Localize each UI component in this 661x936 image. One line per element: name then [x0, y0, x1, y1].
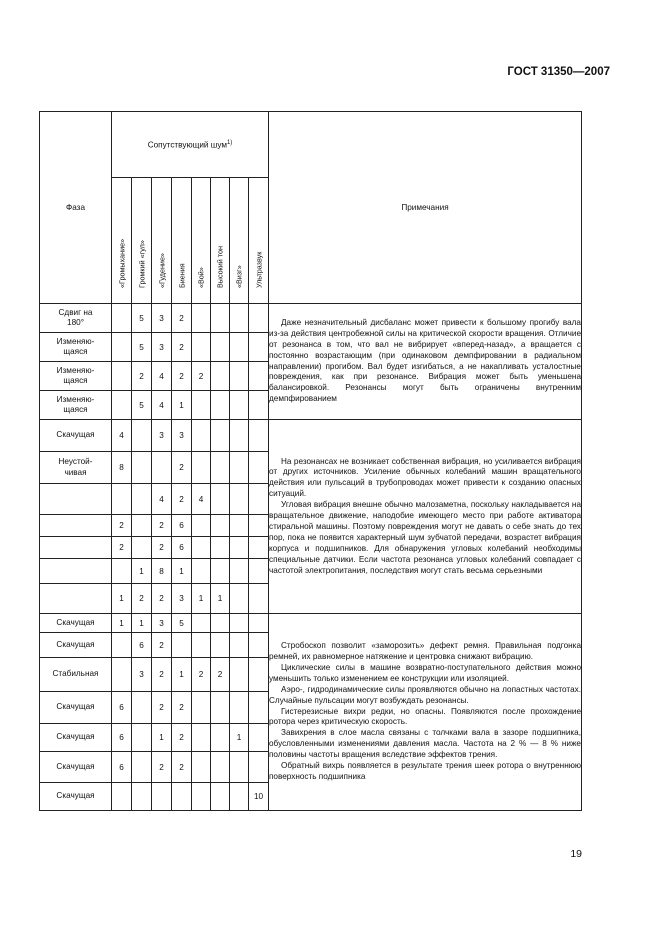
noise-value-cell: 1 [112, 614, 132, 633]
noise-value-cell [192, 783, 211, 811]
table-row [40, 304, 582, 333]
noise-value-cell [249, 333, 269, 362]
phase-cell [40, 304, 112, 333]
noise-value-cell [192, 692, 211, 724]
phase-text: Изменяю- [56, 365, 95, 375]
noise-value-cell [230, 362, 249, 391]
noise-value-cell [249, 362, 269, 391]
noise-value-cell [230, 614, 249, 633]
phase-text: щаяся [63, 376, 88, 385]
noise-value-cell: 3 [172, 584, 192, 614]
noise-value-cell: 2 [152, 752, 172, 783]
noise-value-cell [211, 724, 230, 752]
phase-cell [40, 783, 112, 811]
noise-value-cell [211, 614, 230, 633]
notes-paragraph: Стробоскоп позволит «заморозить» дефект ремня. Правильная подгонка ремней, их равномерное натяжение и центровка снижают вибрацию. [269, 641, 581, 662]
noise-value-cell [230, 658, 249, 692]
notes-paragraph: Гистерезисные вихри редки, но опасны. Появляются после прохождение ротора через критическую скорость. [269, 706, 581, 727]
noise-value-cell [249, 452, 269, 484]
noise-value-cell [211, 333, 230, 362]
noise-value-cell: 3 [152, 304, 172, 333]
noise-column-header [112, 178, 132, 304]
noise-value-cell: 8 [112, 452, 132, 484]
noise-value-cell: 1 [152, 724, 172, 752]
noise-value-cell [211, 783, 230, 811]
notes-paragraph: Циклические силы в машине возвратно-поступательного действия можно уменьшить только изменением ее конструкции или изоляцией. [269, 662, 581, 683]
noise-value-cell: 4 [152, 391, 172, 420]
noise-column-label: Ультразвук [254, 251, 263, 288]
notes-paragraph: Завихрения в слое масла связаны с толчками вала в зазоре подшипника, обусловленными изменениями давления масла. Частота на 2 % — 8 % ниже половины частоты вращения вследствие эффектов трения. [269, 728, 581, 760]
noise-value-cell [230, 515, 249, 537]
noise-value-cell: 5 [172, 614, 192, 633]
notes-header-cell [269, 112, 582, 304]
noise-value-cell [230, 304, 249, 333]
noise-value-cell: 3 [172, 420, 192, 452]
noise-value-cell [112, 484, 132, 515]
noise-value-cell: 10 [249, 783, 269, 811]
notes-cell [269, 420, 582, 614]
noise-value-cell [112, 391, 132, 420]
noise-value-cell: 2 [132, 584, 152, 614]
noise-value-cell [249, 614, 269, 633]
noise-value-cell [172, 783, 192, 811]
noise-value-cell [211, 362, 230, 391]
noise-value-cell: 6 [132, 633, 152, 658]
noise-value-cell [211, 537, 230, 559]
noise-value-cell [230, 484, 249, 515]
noise-value-cell [132, 783, 152, 811]
noise-value-cell [112, 304, 132, 333]
notes-paragraph: Даже незначительный дисбаланс может привести к большому прогибу вала из-за действия центробежной силы на критической скорости вращения. Отличие от резонанса в том, что вал не вибрирует «вперед-назад», а вращается с постоянно возрастающим (при одинаковом демпфировании в радиальном направлении) прогибом. Вал будет изгибаться, а не накапливать усталостные повреждения, как при резонансе. Вибрация может быть уменьшена балансировкой. Резонансы могут быть ограничены внутренним демпфированием [269, 317, 581, 404]
noise-value-cell [152, 783, 172, 811]
notes-paragraph: Аэро-, гидродинамические силы проявляются обычно на лопастных частотах. Случайные пульсации могут возбуждать резонансы. [269, 684, 581, 705]
noise-column-label: «Громыхание» [117, 238, 126, 288]
phase-cell [40, 559, 112, 584]
noise-column-label: «Визг» [234, 265, 244, 288]
phase-cell [40, 333, 112, 362]
noise-value-cell [230, 633, 249, 658]
noise-value-cell [192, 515, 211, 537]
noise-value-cell [132, 420, 152, 452]
noise-value-cell: 6 [112, 724, 132, 752]
noise-column-label: Высокий тон [215, 246, 225, 288]
phase-text: Стабильная [52, 669, 99, 679]
noise-value-cell: 2 [112, 515, 132, 537]
phase-text: щаяся [63, 347, 88, 356]
phase-text: Скачущая [56, 791, 95, 801]
noise-value-cell: 6 [172, 537, 192, 559]
noise-value-cell: 8 [152, 559, 172, 584]
noise-value-cell [249, 724, 269, 752]
noise-value-cell [192, 333, 211, 362]
phase-cell [40, 584, 112, 614]
noise-value-cell [152, 452, 172, 484]
noise-value-cell: 3 [152, 420, 172, 452]
noise-value-cell: 6 [112, 692, 132, 724]
phase-cell [40, 614, 112, 633]
noise-value-cell [230, 391, 249, 420]
noise-value-cell [192, 304, 211, 333]
noise-value-cell: 6 [172, 515, 192, 537]
noise-column-header [230, 178, 249, 304]
notes-header: Примечания [401, 203, 449, 212]
noise-value-cell [249, 584, 269, 614]
notes-paragraph: Обратный вихрь появляется в результате трения шеек ротора о внутреннюю поверхность подшипника [269, 761, 581, 781]
noise-value-cell [132, 484, 152, 515]
phase-cell [40, 362, 112, 391]
noise-value-cell: 2 [172, 304, 192, 333]
noise-value-cell: 2 [152, 537, 172, 559]
noise-value-cell [230, 420, 249, 452]
noise-value-cell [211, 752, 230, 783]
noise-value-cell [132, 537, 152, 559]
noise-value-cell [230, 752, 249, 783]
noise-value-cell [211, 420, 230, 452]
noise-value-cell: 2 [192, 658, 211, 692]
noise-value-cell [132, 515, 152, 537]
noise-value-cell [192, 537, 211, 559]
table-row [40, 420, 582, 452]
noise-value-cell [249, 304, 269, 333]
noise-value-cell [249, 658, 269, 692]
noise-value-cell [192, 752, 211, 783]
phase-cell [40, 537, 112, 559]
vibration-table [39, 111, 582, 811]
noise-value-cell: 1 [112, 584, 132, 614]
phase-cell [40, 752, 112, 783]
phase-text: Изменяю- [56, 394, 95, 404]
noise-value-cell: 3 [132, 658, 152, 692]
noise-column-header [192, 178, 211, 304]
noise-column-header [152, 178, 172, 304]
phase-text: чивая [64, 467, 87, 477]
phase-cell [40, 420, 112, 452]
noise-value-cell [211, 484, 230, 515]
noise-value-cell [112, 362, 132, 391]
phase-text: Сдвиг на [58, 307, 93, 317]
noise-value-cell [132, 752, 152, 783]
noise-value-cell [211, 304, 230, 333]
noise-value-cell: 5 [132, 304, 152, 333]
noise-value-cell: 2 [152, 515, 172, 537]
noise-value-cell: 2 [152, 658, 172, 692]
noise-value-cell [230, 584, 249, 614]
noise-value-cell [211, 452, 230, 484]
noise-value-cell: 1 [230, 724, 249, 752]
noise-value-cell [211, 633, 230, 658]
noise-value-cell [249, 752, 269, 783]
phase-cell [40, 724, 112, 752]
noise-value-cell [192, 633, 211, 658]
noise-value-cell [192, 724, 211, 752]
phase-cell [40, 633, 112, 658]
phase-cell [40, 452, 112, 484]
noise-value-cell [230, 333, 249, 362]
table-row [40, 614, 582, 633]
noise-value-cell [249, 559, 269, 584]
phase-text: 180° [67, 318, 84, 327]
noise-value-cell [112, 559, 132, 584]
notes-cell [269, 304, 582, 420]
noise-value-cell: 2 [132, 362, 152, 391]
noise-value-cell [172, 633, 192, 658]
noise-column-header [132, 178, 152, 304]
noise-value-cell [249, 420, 269, 452]
noise-value-cell [192, 391, 211, 420]
noise-value-cell [192, 452, 211, 484]
noise-value-cell: 2 [112, 537, 132, 559]
phase-text: Изменяю- [56, 336, 95, 346]
noise-value-cell [249, 391, 269, 420]
noise-value-cell: 2 [152, 633, 172, 658]
noise-value-cell: 1 [172, 391, 192, 420]
noise-value-cell [112, 633, 132, 658]
noise-column-label: Громкий «гул» [137, 240, 146, 288]
noise-column-label: Биения [177, 263, 186, 288]
noise-value-cell: 1 [211, 584, 230, 614]
noise-value-cell: 4 [192, 484, 211, 515]
phase-header-cell [40, 112, 112, 304]
notes-paragraph: На резонансах не возникает собственная вибрация, но усиливается вибрация от других источников. Усиление обычных колебаний машин вращательного действия или пульсаций в трубопроводах может привести к созданию опасных ситуаций. [269, 456, 581, 499]
noise-footnote: 1) [226, 139, 233, 146]
noise-value-cell: 2 [172, 362, 192, 391]
phase-header: Фаза [66, 203, 85, 212]
noise-column-label: «Вой» [196, 267, 206, 288]
phase-cell [40, 484, 112, 515]
noise-value-cell: 3 [152, 333, 172, 362]
document-header: ГОСТ 31350—2007 [507, 66, 610, 78]
noise-value-cell: 3 [152, 614, 172, 633]
noise-value-cell [132, 452, 152, 484]
noise-value-cell [132, 724, 152, 752]
phase-cell [40, 515, 112, 537]
noise-value-cell [230, 537, 249, 559]
noise-column-header [172, 178, 192, 304]
noise-value-cell: 4 [152, 484, 172, 515]
noise-value-cell: 1 [192, 584, 211, 614]
noise-value-cell: 5 [132, 333, 152, 362]
noise-value-cell [112, 333, 132, 362]
noise-header: Сопутствующий шум [147, 140, 227, 150]
phase-cell [40, 692, 112, 724]
noise-value-cell: 2 [172, 752, 192, 783]
noise-value-cell [192, 559, 211, 584]
phase-text: Скачущая [56, 639, 95, 649]
noise-value-cell [230, 452, 249, 484]
noise-value-cell [230, 783, 249, 811]
noise-value-cell: 2 [172, 452, 192, 484]
noise-value-cell [211, 391, 230, 420]
noise-value-cell [249, 515, 269, 537]
noise-value-cell: 2 [152, 584, 172, 614]
phase-text: Скачущая [56, 430, 95, 440]
noise-value-cell: 2 [172, 692, 192, 724]
noise-value-cell: 1 [172, 658, 192, 692]
phase-text: Неустой- [58, 457, 93, 466]
phase-text: Скачущая [56, 617, 95, 627]
noise-value-cell: 2 [211, 658, 230, 692]
noise-value-cell [249, 692, 269, 724]
phase-cell [40, 658, 112, 692]
noise-value-cell: 4 [112, 420, 132, 452]
noise-value-cell: 6 [112, 752, 132, 783]
noise-value-cell [211, 692, 230, 724]
notes-paragraph: Угловая вибрация внешне обычно малозаметна, поскольку накладывается на вращательное движение, наподобие имеющего место при работе активатора стиральной машины. Поэтому повреждения могут не давать о себе знать до тех пор, пока не появится характерный шум зубчатой передачи, возрастет вибрация корпуса и подшипников. Для обнаружения угловых колебаний необходимы специальные датчики. Если частота резонанса угловых колебаний совпадает с частотой электропитания, последствия могут стать весьма серьезными [269, 500, 581, 575]
noise-value-cell: 4 [152, 362, 172, 391]
noise-value-cell [112, 658, 132, 692]
noise-value-cell [249, 537, 269, 559]
noise-value-cell [112, 783, 132, 811]
phase-text: Скачущая [56, 761, 95, 771]
noise-value-cell: 1 [132, 559, 152, 584]
phase-cell [40, 391, 112, 420]
noise-value-cell: 2 [192, 362, 211, 391]
notes-cell [269, 614, 582, 811]
phase-text: щаяся [63, 405, 88, 414]
noise-value-cell: 2 [172, 724, 192, 752]
noise-value-cell [249, 633, 269, 658]
noise-column-header [249, 178, 269, 304]
noise-value-cell: 2 [152, 692, 172, 724]
noise-value-cell [132, 692, 152, 724]
noise-value-cell: 1 [172, 559, 192, 584]
noise-column-header [211, 178, 230, 304]
phase-text: Скачущая [56, 732, 95, 742]
noise-value-cell [230, 692, 249, 724]
noise-value-cell [211, 559, 230, 584]
page-number: 19 [570, 848, 582, 860]
phase-text: Скачущая [56, 702, 95, 712]
noise-value-cell: 2 [172, 484, 192, 515]
noise-value-cell: 1 [132, 614, 152, 633]
noise-header-cell [112, 112, 269, 178]
noise-value-cell: 5 [132, 391, 152, 420]
noise-value-cell [192, 614, 211, 633]
noise-value-cell [192, 420, 211, 452]
noise-value-cell [230, 559, 249, 584]
noise-value-cell [249, 484, 269, 515]
noise-value-cell [211, 515, 230, 537]
noise-value-cell: 2 [172, 333, 192, 362]
noise-column-label: «Гудение» [157, 253, 166, 288]
